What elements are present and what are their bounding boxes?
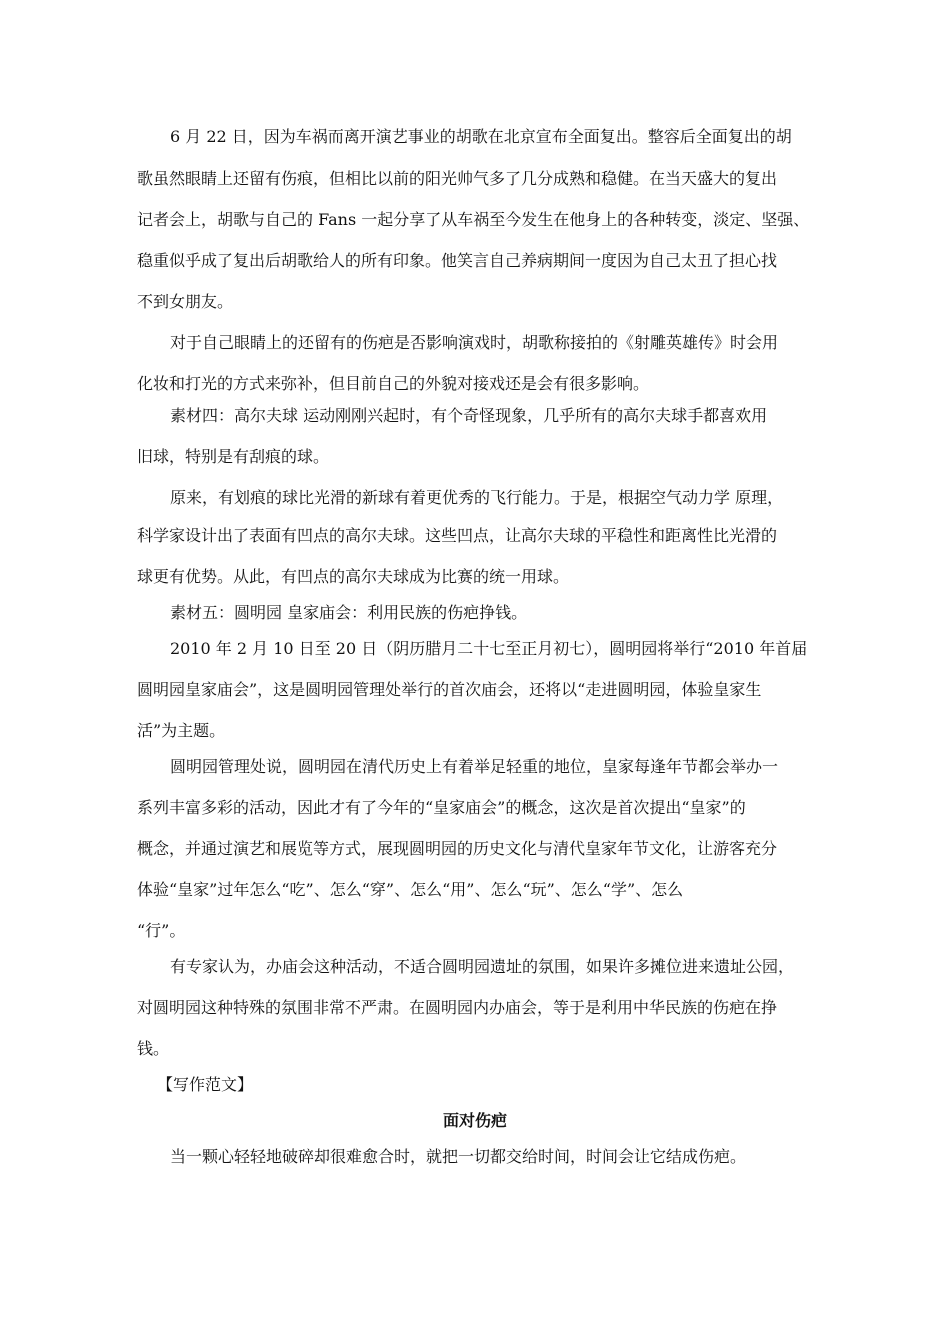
paragraph-line: 歌虽然眼睛上还留有伤痕，但相比以前的阳光帅气多了几分成熟和稳健。在当天盛大的复出 [137, 169, 778, 188]
paragraph-line: 钱。 [137, 1039, 170, 1058]
paragraph-line: 球更有优势。从此，有凹点的高尔夫球成为比赛的统一用球。 [137, 567, 570, 586]
paragraph-line: 记者会上，胡歌与自己的 Fans 一起分享了从车祸至今发生在他身上的各种转变，淡定、坚强、 [137, 210, 810, 229]
paragraph-line: 活”为主题。 [137, 721, 226, 740]
paragraph-line: 当一颗心轻轻地破碎却很难愈合时，就把一切都交给时间，时间会让它结成伤疤。 [170, 1147, 747, 1166]
paragraph-line: 系列丰富多彩的活动，因此才有了今年的“皇家庙会”的概念，这次是首次提出“皇家”的 [137, 798, 746, 817]
paragraph-line: 圆明园皇家庙会”，这是圆明园管理处举行的首次庙会，还将以“走进圆明园，体验皇家生 [137, 680, 762, 699]
essay-title: 面对伤疤 [442, 1111, 507, 1130]
paragraph-line: 对圆明园这种特殊的氛围非常不严肃。在圆明园内办庙会，等于是利用中华民族的伤疤在挣 [137, 998, 778, 1017]
paragraph-line: 素材五：圆明园 皇家庙会：利用民族的伤疤挣钱。 [170, 603, 528, 622]
paragraph-line: 概念，并通过演艺和展览等方式，展现圆明园的历史文化与清代皇家年节文化，让游客充分 [137, 839, 778, 858]
paragraph-line: 圆明园管理处说，圆明园在清代历史上有着举足轻重的地位，皇家每逢年节都会举办一 [170, 757, 779, 776]
paragraph-line: 不到女朋友。 [137, 292, 234, 311]
section-heading: 【写作范文】 [157, 1075, 254, 1094]
paragraph-line: 有专家认为，办庙会这种活动，不适合圆明园遗址的氛围，如果许多摊位进来遗址公园， [170, 957, 795, 976]
paragraph-line: 对于自己眼睛上的还留有的伤疤是否影响演戏时，胡歌称接拍的《射雕英雄传》时会用 [170, 333, 779, 352]
paragraph-line: 科学家设计出了表面有凹点的高尔夫球。这些凹点，让高尔夫球的平稳性和距离性比光滑的 [137, 526, 778, 545]
paragraph-line: “行”。 [137, 921, 186, 940]
paragraph-line: 素材四：高尔夫球 运动刚刚兴起时，有个奇怪现象，几乎所有的高尔夫球手都喜欢用 [170, 406, 768, 425]
paragraph-line: 2010 年 2 月 10 日至 20 日（阴历腊月二十七至正月初七），圆明园将举行“2010 年首届 [170, 639, 808, 658]
paragraph-line: 6 月 22 日，因为车祸而离开演艺事业的胡歌在北京宣布全面复出。整容后全面复出的胡 [170, 127, 792, 146]
paragraph-line: 旧球，特别是有刮痕的球。 [137, 447, 330, 466]
paragraph-line: 稳重似乎成了复出后胡歌给人的所有印象。他笑言自己养病期间一度因为自己太丑了担心找 [137, 251, 778, 270]
paragraph-line: 化妆和打光的方式来弥补，但目前自己的外貌对接戏还是会有很多影响。 [137, 374, 650, 393]
paragraph-line: 原来，有划痕的球比光滑的新球有着更优秀的飞行能力。于是，根据空气动力学 原理， [170, 488, 784, 507]
paragraph-line: 体验“皇家”过年怎么“吃”、怎么“穿”、怎么“用”、怎么“玩”、怎么“学”、怎么 [137, 880, 684, 899]
